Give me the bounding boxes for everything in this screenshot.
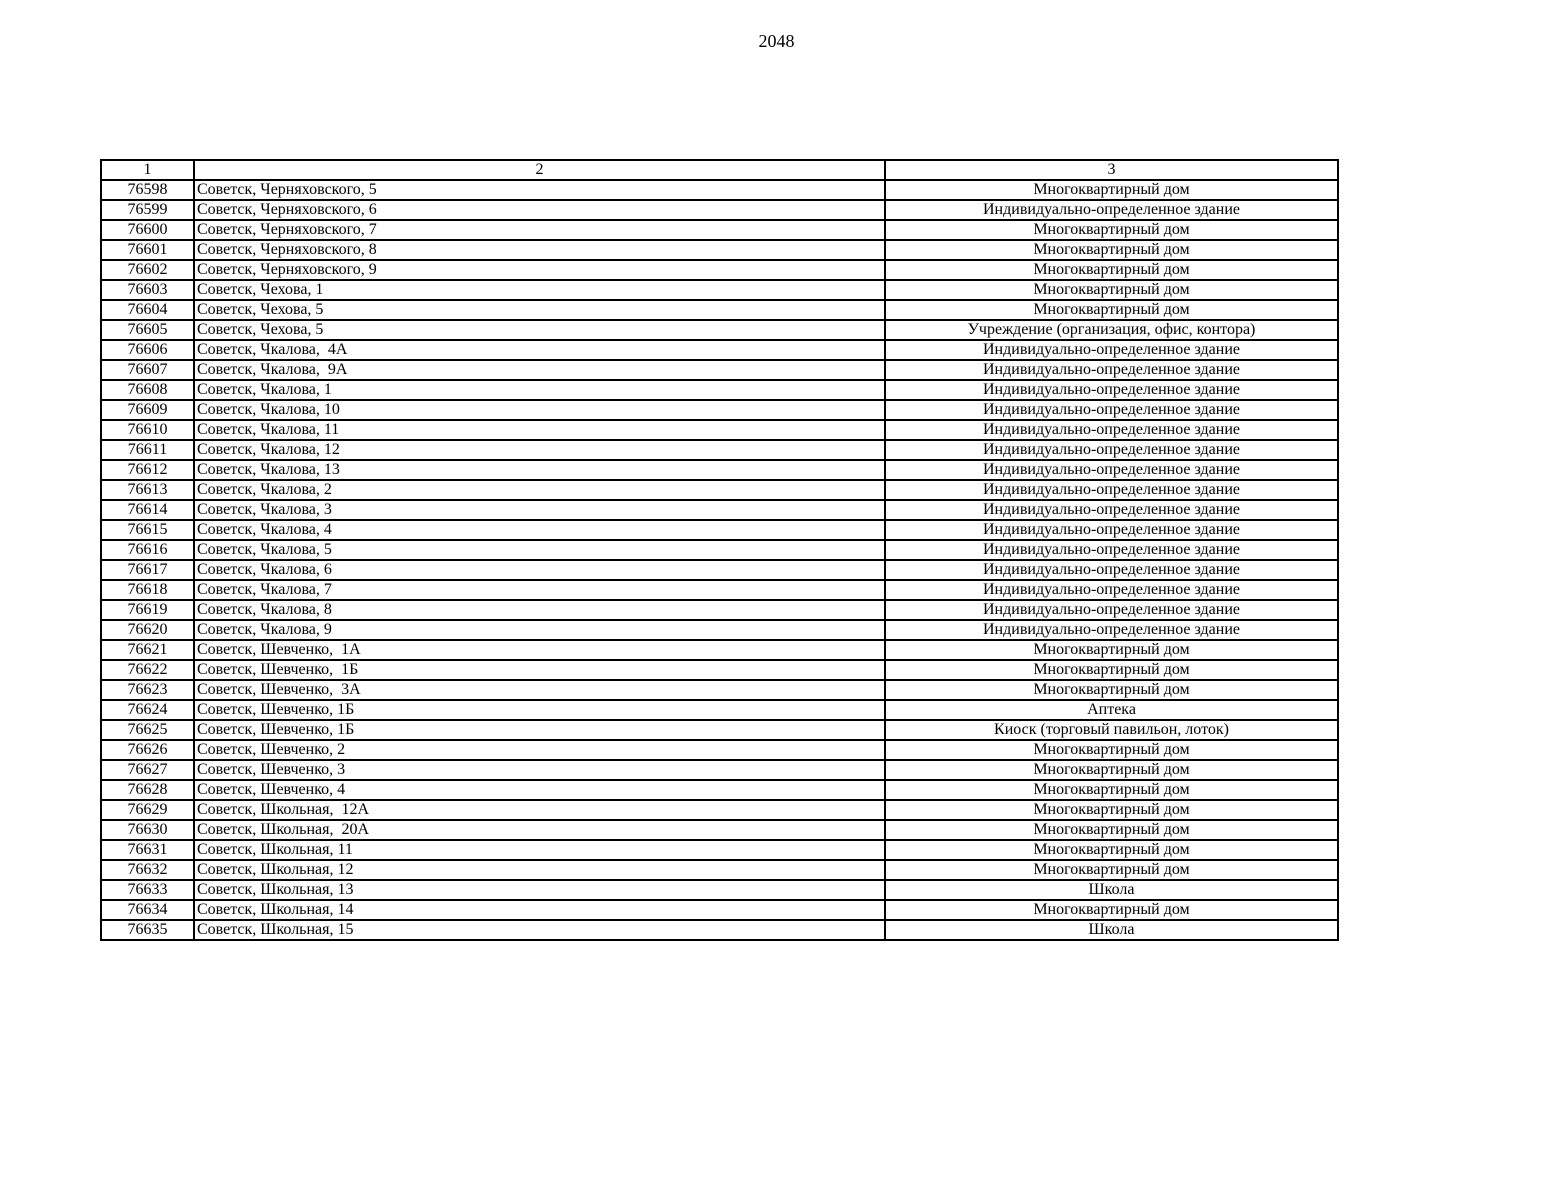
cell-object-type: Многоквартирный дом — [885, 300, 1338, 320]
cell-address: Советск, Черняховского, 9 — [194, 260, 885, 280]
cell-address: Советск, Чкалова, 10 — [194, 400, 885, 420]
cell-address: Советск, Чехова, 5 — [194, 300, 885, 320]
cell-number: 76630 — [101, 820, 194, 840]
cell-object-type: Многоквартирный дом — [885, 900, 1338, 920]
cell-object-type: Многоквартирный дом — [885, 260, 1338, 280]
page-number: 2048 — [758, 31, 795, 51]
cell-number: 76601 — [101, 240, 194, 260]
table-row — [101, 680, 1338, 700]
cell-address: Советск, Чкалова, 7 — [194, 580, 885, 600]
cell-number: 76617 — [101, 560, 194, 580]
table-row — [101, 300, 1338, 320]
cell-object-type: Многоквартирный дом — [885, 220, 1338, 240]
cell-object-type: Индивидуально-определенное здание — [885, 560, 1338, 580]
table-row — [101, 700, 1338, 720]
cell-number: 76616 — [101, 540, 194, 560]
table-row — [101, 460, 1338, 480]
cell-number: 76615 — [101, 520, 194, 540]
cell-number: 76606 — [101, 340, 194, 360]
cell-address: Советск, Чехова, 1 — [194, 280, 885, 300]
cell-address: Советск, Шевченко, 3А — [194, 680, 885, 700]
cell-address: Советск, Чкалова, 3 — [194, 500, 885, 520]
cell-number: 76627 — [101, 760, 194, 780]
table-row — [101, 820, 1338, 840]
cell-number: 76610 — [101, 420, 194, 440]
table-row — [101, 580, 1338, 600]
cell-number: 76602 — [101, 260, 194, 280]
cell-number: 76603 — [101, 280, 194, 300]
cell-object-type: Индивидуально-определенное здание — [885, 620, 1338, 640]
table-row — [101, 240, 1338, 260]
cell-address: Советск, Школьная, 20А — [194, 820, 885, 840]
cell-number: 76633 — [101, 880, 194, 900]
cell-address: Советск, Черняховского, 6 — [194, 200, 885, 220]
table-row — [101, 640, 1338, 660]
table-header-row — [101, 160, 1338, 180]
cell-number: 76613 — [101, 480, 194, 500]
cell-object-type: Аптека — [885, 700, 1338, 720]
cell-object-type: Индивидуально-определенное здание — [885, 600, 1338, 620]
table-row — [101, 340, 1338, 360]
cell-number: 76607 — [101, 360, 194, 380]
cell-number: 76635 — [101, 920, 194, 940]
table-row — [101, 380, 1338, 400]
cell-object-type: Индивидуально-определенное здание — [885, 340, 1338, 360]
cell-number: 76614 — [101, 500, 194, 520]
registry-table — [100, 159, 1339, 941]
cell-address: Советск, Школьная, 11 — [194, 840, 885, 860]
cell-object-type: Индивидуально-определенное здание — [885, 440, 1338, 460]
cell-address: Советск, Чехова, 5 — [194, 320, 885, 340]
cell-address: Советск, Чкалова, 8 — [194, 600, 885, 620]
cell-number: 76612 — [101, 460, 194, 480]
cell-object-type: Многоквартирный дом — [885, 760, 1338, 780]
cell-object-type: Школа — [885, 920, 1338, 940]
cell-object-type: Многоквартирный дом — [885, 860, 1338, 880]
cell-object-type: Многоквартирный дом — [885, 180, 1338, 200]
table-row — [101, 900, 1338, 920]
table-row — [101, 220, 1338, 240]
cell-number: 76624 — [101, 700, 194, 720]
cell-address: Советск, Чкалова, 9А — [194, 360, 885, 380]
cell-number: 76608 — [101, 380, 194, 400]
cell-object-type: Многоквартирный дом — [885, 240, 1338, 260]
table-row — [101, 440, 1338, 460]
cell-object-type: Индивидуально-определенное здание — [885, 460, 1338, 480]
table-row — [101, 180, 1338, 200]
header-cell-object-type: 3 — [885, 160, 1338, 180]
table-row — [101, 620, 1338, 640]
table-row — [101, 780, 1338, 800]
cell-number: 76626 — [101, 740, 194, 760]
cell-object-type: Индивидуально-определенное здание — [885, 540, 1338, 560]
table-row — [101, 860, 1338, 880]
cell-address: Советск, Чкалова, 1 — [194, 380, 885, 400]
cell-address: Советск, Чкалова, 4 — [194, 520, 885, 540]
table-row — [101, 420, 1338, 440]
cell-number: 76622 — [101, 660, 194, 680]
cell-number: 76599 — [101, 200, 194, 220]
cell-object-type: Индивидуально-определенное здание — [885, 580, 1338, 600]
cell-number: 76632 — [101, 860, 194, 880]
table-row — [101, 360, 1338, 380]
cell-object-type: Многоквартирный дом — [885, 680, 1338, 700]
table-row — [101, 740, 1338, 760]
cell-number: 76625 — [101, 720, 194, 740]
cell-address: Советск, Черняховского, 7 — [194, 220, 885, 240]
cell-object-type: Индивидуально-определенное здание — [885, 200, 1338, 220]
table-row — [101, 400, 1338, 420]
cell-number: 76631 — [101, 840, 194, 860]
cell-address: Советск, Чкалова, 12 — [194, 440, 885, 460]
table-row — [101, 760, 1338, 780]
cell-number: 76634 — [101, 900, 194, 920]
cell-address: Советск, Шевченко, 4 — [194, 780, 885, 800]
cell-number: 76623 — [101, 680, 194, 700]
cell-address: Советск, Школьная, 15 — [194, 920, 885, 940]
cell-number: 76621 — [101, 640, 194, 660]
cell-object-type: Многоквартирный дом — [885, 660, 1338, 680]
cell-number: 76620 — [101, 620, 194, 640]
cell-address: Советск, Чкалова, 2 — [194, 480, 885, 500]
cell-object-type: Киоск (торговый павильон, лоток) — [885, 720, 1338, 740]
cell-object-type: Учреждение (организация, офис, контора) — [885, 320, 1338, 340]
cell-address: Советск, Чкалова, 6 — [194, 560, 885, 580]
table-row — [101, 920, 1338, 940]
cell-object-type: Индивидуально-определенное здание — [885, 400, 1338, 420]
cell-object-type: Индивидуально-определенное здание — [885, 500, 1338, 520]
cell-object-type: Многоквартирный дом — [885, 280, 1338, 300]
cell-object-type: Индивидуально-определенное здание — [885, 520, 1338, 540]
cell-object-type: Многоквартирный дом — [885, 640, 1338, 660]
cell-number: 76604 — [101, 300, 194, 320]
table-row — [101, 880, 1338, 900]
cell-address: Советск, Шевченко, 3 — [194, 760, 885, 780]
cell-address: Советск, Шевченко, 2 — [194, 740, 885, 760]
table-row — [101, 520, 1338, 540]
cell-number: 76618 — [101, 580, 194, 600]
cell-address: Советск, Шевченко, 1А — [194, 640, 885, 660]
table-row — [101, 800, 1338, 820]
cell-object-type: Индивидуально-определенное здание — [885, 360, 1338, 380]
table-row — [101, 480, 1338, 500]
cell-address: Советск, Чкалова, 5 — [194, 540, 885, 560]
header-cell-address: 2 — [194, 160, 885, 180]
cell-object-type: Многоквартирный дом — [885, 820, 1338, 840]
cell-object-type: Индивидуально-определенное здание — [885, 380, 1338, 400]
cell-address: Советск, Шевченко, 1Б — [194, 720, 885, 740]
cell-address: Советск, Школьная, 14 — [194, 900, 885, 920]
cell-number: 76628 — [101, 780, 194, 800]
table-row — [101, 660, 1338, 680]
cell-address: Советск, Школьная, 13 — [194, 880, 885, 900]
table-row — [101, 560, 1338, 580]
cell-number: 76605 — [101, 320, 194, 340]
cell-address: Советск, Шевченко, 1Б — [194, 700, 885, 720]
table-row — [101, 840, 1338, 860]
table-row — [101, 280, 1338, 300]
cell-object-type: Индивидуально-определенное здание — [885, 480, 1338, 500]
cell-address: Советск, Черняховского, 8 — [194, 240, 885, 260]
cell-address: Советск, Чкалова, 13 — [194, 460, 885, 480]
cell-object-type: Школа — [885, 880, 1338, 900]
registry-table-body — [101, 160, 1338, 940]
cell-address: Советск, Школьная, 12А — [194, 800, 885, 820]
table-row — [101, 260, 1338, 280]
cell-address: Советск, Чкалова, 11 — [194, 420, 885, 440]
cell-number: 76619 — [101, 600, 194, 620]
cell-number: 76600 — [101, 220, 194, 240]
cell-object-type: Многоквартирный дом — [885, 800, 1338, 820]
table-row — [101, 320, 1338, 340]
cell-address: Советск, Чкалова, 9 — [194, 620, 885, 640]
cell-number: 76611 — [101, 440, 194, 460]
cell-number: 76598 — [101, 180, 194, 200]
cell-address: Советск, Черняховского, 5 — [194, 180, 885, 200]
cell-object-type: Многоквартирный дом — [885, 780, 1338, 800]
table-row — [101, 500, 1338, 520]
cell-address: Советск, Чкалова, 4А — [194, 340, 885, 360]
table-row — [101, 540, 1338, 560]
cell-object-type: Многоквартирный дом — [885, 740, 1338, 760]
header-cell-number: 1 — [101, 160, 194, 180]
table-row — [101, 720, 1338, 740]
cell-object-type: Индивидуально-определенное здание — [885, 420, 1338, 440]
table-row — [101, 600, 1338, 620]
table-row — [101, 200, 1338, 220]
cell-number: 76609 — [101, 400, 194, 420]
cell-address: Советск, Шевченко, 1Б — [194, 660, 885, 680]
cell-address: Советск, Школьная, 12 — [194, 860, 885, 880]
cell-number: 76629 — [101, 800, 194, 820]
cell-object-type: Многоквартирный дом — [885, 840, 1338, 860]
